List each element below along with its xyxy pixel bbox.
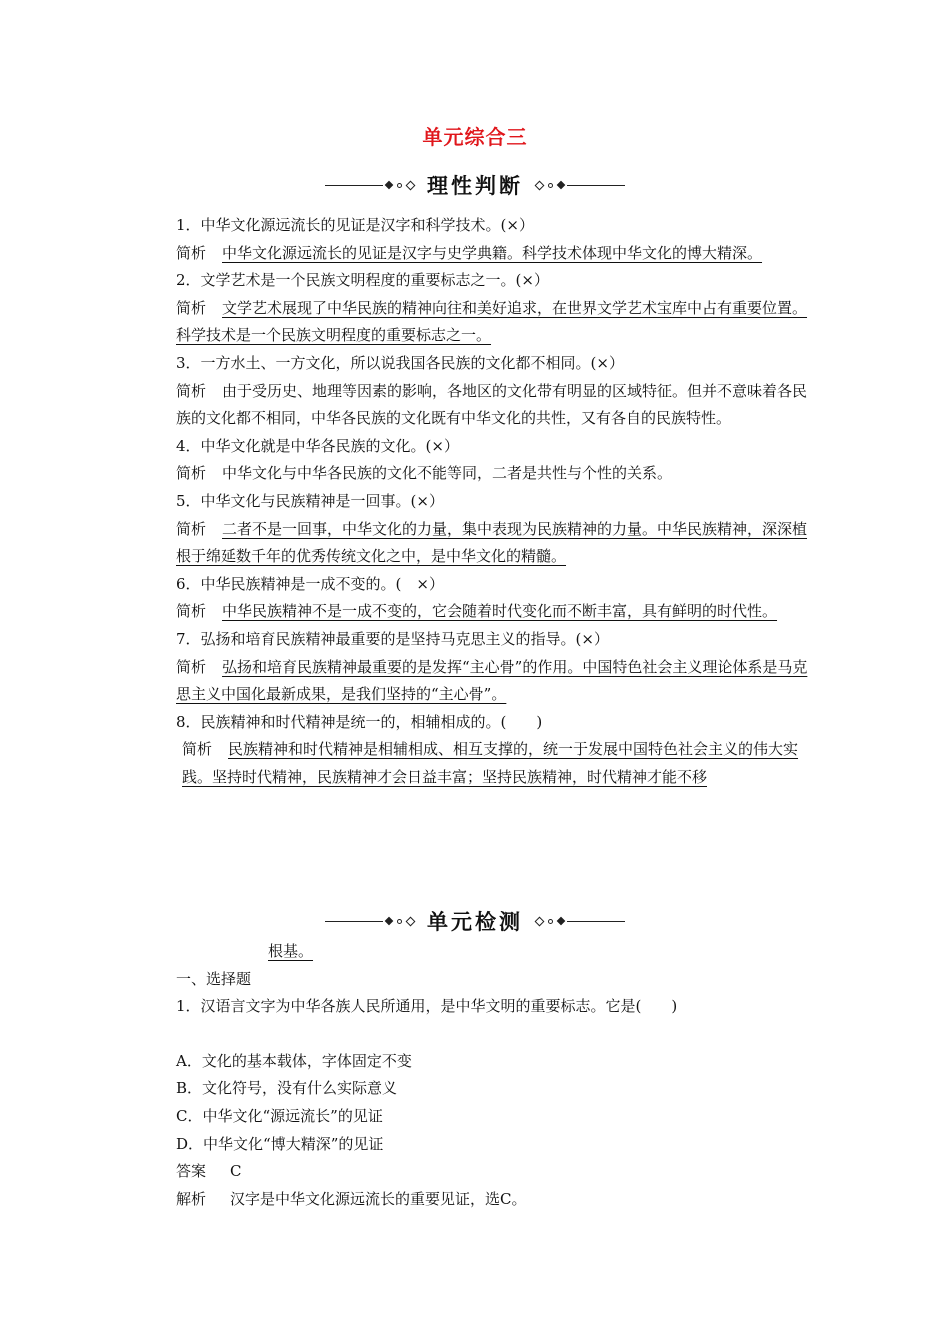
judgment-analysis <box>144 516 808 571</box>
analysis-text: 文学艺术展现了中华民族的精神向往和美好追求，在世界文学艺术宝库中占有重要位置。科学技术是一个民族文明程度的重要标志之一。 <box>176 298 808 345</box>
test-section <box>144 938 808 1213</box>
judgment-analysis <box>144 598 808 626</box>
judgment-analysis <box>144 240 808 268</box>
brief-label: 简析 <box>176 519 207 538</box>
analysis-text: 由于受历史、地理等因素的影响，各地区的文化带有明显的区域特征。但并不意味着各民族的文化都不相同，中华各民族的文化既有中华文化的共性，又有各自的民族特性。 <box>176 381 808 428</box>
judgment-analysis <box>144 736 808 791</box>
judgment-analysis <box>144 378 808 433</box>
analysis-text: 弘扬和培育民族精神最重要的是发挥“主心骨”的作用。中国特色社会主义理论体系是马克思主义中国化最新成果，是我们坚持的“主心骨”。 <box>176 657 808 704</box>
question-1: 1．汉语言文字为中华各族人民所通用，是中华文明的重要标志。它是( ) <box>176 997 678 1016</box>
brief-label: 简析 <box>176 381 207 400</box>
judgment-analysis <box>144 460 808 488</box>
judgment-analysis <box>144 295 808 350</box>
explain-label: 解析 <box>176 1189 207 1208</box>
analysis-text: 民族精神和时代精神是相辅相成、相互支撑的，统一于发展中国特色社会主义的伟大实践。坚持时代精神，民族精神才会日益丰富；坚持民族精神，时代精神才能不移 <box>182 740 799 786</box>
answer-value: C <box>230 1162 242 1181</box>
judgment-analysis <box>144 654 808 709</box>
explain-line <box>144 1186 808 1214</box>
option-c: C．中华文化“源远流长”的见证 <box>176 1106 383 1125</box>
section-title-judge: 理性判断 <box>427 173 523 198</box>
brief-label: 简析 <box>176 243 207 262</box>
brief-label: 简析 <box>176 657 207 676</box>
brief-label: 简析 <box>176 298 207 317</box>
option-list <box>144 1048 808 1158</box>
analysis-text: 中华民族精神不是一成不变的，它会随着时代变化而不断丰富，具有鲜明的时代性。 <box>222 602 778 621</box>
answer-line <box>144 1158 808 1186</box>
judgment-question: 4．中华文化就是中华各民族的文化。(×） <box>176 436 459 455</box>
ornament-left <box>325 918 417 925</box>
judgment-list <box>144 212 808 791</box>
brief-label: 简析 <box>176 602 207 621</box>
analysis-text: 中华文化源远流长的见证是汉字与史学典籍。科学技术体现中华文化的博大精深。 <box>222 243 763 262</box>
explain-text: 汉字是中华文化源远流长的重要见证，选C。 <box>230 1189 527 1208</box>
judgment-question: 5．中华文化与民族精神是一回事。(×） <box>176 491 444 510</box>
ornament-left <box>325 182 417 189</box>
option-a: A．文化的基本载体，字体固定不变 <box>176 1051 412 1070</box>
brief-label: 简析 <box>176 464 207 483</box>
ornament-right <box>533 182 625 189</box>
judgment-question: 1．中华文化源远流长的见证是汉字和科学技术。(×） <box>176 216 534 234</box>
ornament-right <box>533 918 625 925</box>
section-header-judge <box>0 170 950 200</box>
analysis-continuation: 根基。 <box>268 942 314 960</box>
judgment-question: 7．弘扬和培育民族精神最重要的是坚持马克思主义的指导。(×） <box>176 629 609 648</box>
section-title-test: 单元检测 <box>427 909 523 934</box>
page-title: 单元综合三 <box>422 125 528 149</box>
judgment-question: 6．中华民族精神是一成不变的。( ×） <box>176 574 444 593</box>
judgment-question: 8．民族精神和时代精神是统一的，相辅相成的。( ) <box>176 712 543 731</box>
judgment-question: 3．一方水土、一方文化，所以说我国各民族的文化都不相同。(×） <box>176 353 624 372</box>
analysis-text: 中华文化与中华各民族的文化不能等同，二者是共性与个性的关系。 <box>222 464 673 483</box>
brief-label: 简析 <box>182 740 213 759</box>
section-header-test <box>0 906 950 936</box>
analysis-text: 二者不是一回事，中华文化的力量，集中表现为民族精神的力量。中华民族精神，深深植根于绵延数千年的优秀传统文化之中，是中华文化的精髓。 <box>176 519 808 566</box>
option-b: B．文化符号，没有什么实际意义 <box>176 1079 398 1098</box>
judgment-question: 2．文学艺术是一个民族文明程度的重要标志之一。(×） <box>176 271 549 290</box>
part-heading: 一、选择题 <box>176 969 252 988</box>
answer-label: 答案 <box>176 1162 207 1181</box>
option-d: D．中华文化“博大精深”的见证 <box>176 1134 384 1153</box>
answer-space <box>144 1021 808 1048</box>
